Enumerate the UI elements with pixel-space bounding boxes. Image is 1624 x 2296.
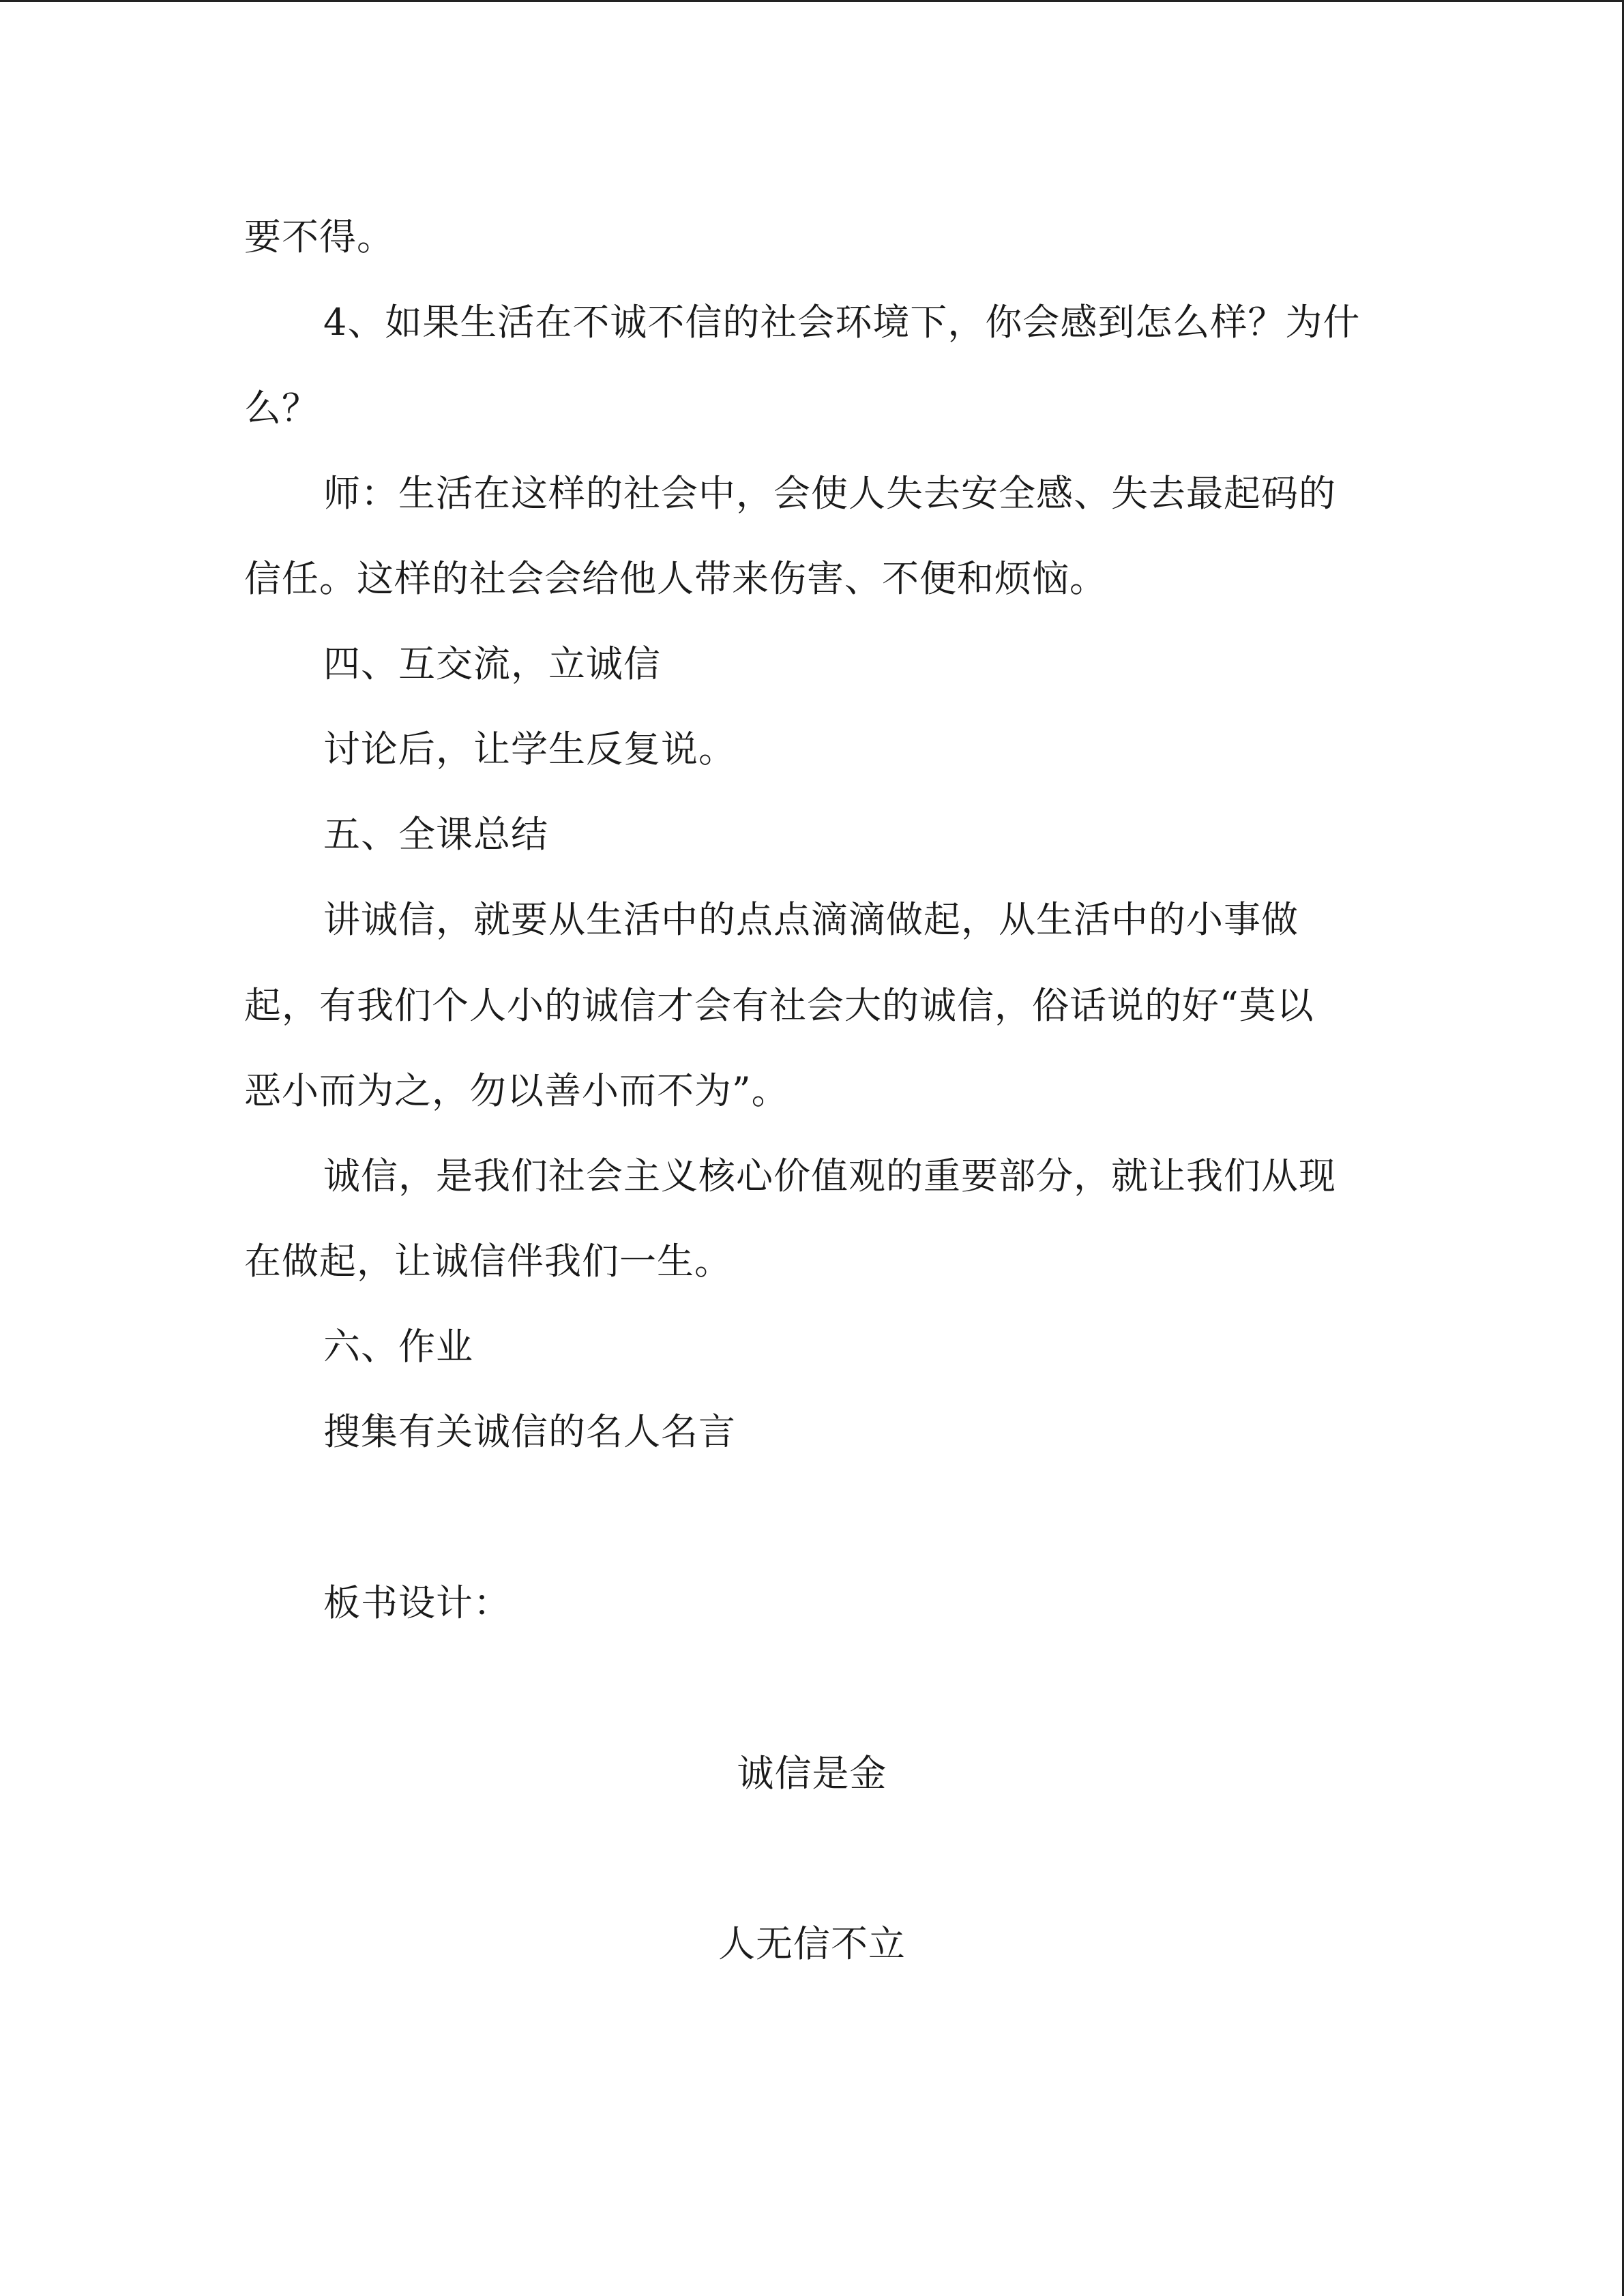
text-line: 恶小而为之，勿以善小而不为”。 bbox=[244, 1069, 789, 1112]
section-heading: 五、全课总结 bbox=[323, 813, 548, 856]
text-line: 搜集有关诚信的名人名言 bbox=[323, 1410, 736, 1453]
text-line: 讲诚信，就要从生活中的点点滴滴做起，从生活中的小事做 bbox=[323, 898, 1299, 941]
text-line: 在做起，让诚信伴我们一生。 bbox=[244, 1240, 732, 1283]
board-line-2: 人无信不立 bbox=[718, 1922, 906, 1965]
text-line: 要不得。 bbox=[244, 215, 394, 258]
board-line-1: 诚信是金 bbox=[737, 1752, 887, 1795]
text-line: 信任。这样的社会会给他人带来伤害、不便和烦恼。 bbox=[244, 557, 1107, 600]
text-line: 诚信，是我们社会主义核心价值观的重要部分，就让我们从现 bbox=[323, 1154, 1336, 1197]
text-line: 师：生活在这样的社会中，会使人失去安全感、失去最起码的 bbox=[323, 472, 1336, 515]
text-line: 4、如果生活在不诚不信的社会环境下，你会感到怎么样？为什 bbox=[323, 301, 1361, 344]
section-heading: 六、作业 bbox=[323, 1325, 473, 1368]
section-heading: 四、互交流，立诚信 bbox=[323, 642, 661, 685]
text-line: 起，有我们个人小的诚信才会有社会大的诚信，俗话说的好“莫以 bbox=[244, 984, 1314, 1027]
text-line: 么？ bbox=[244, 387, 319, 430]
board-design-label: 板书设计： bbox=[323, 1581, 511, 1624]
text-line: 讨论后，让学生反复说。 bbox=[323, 728, 736, 771]
